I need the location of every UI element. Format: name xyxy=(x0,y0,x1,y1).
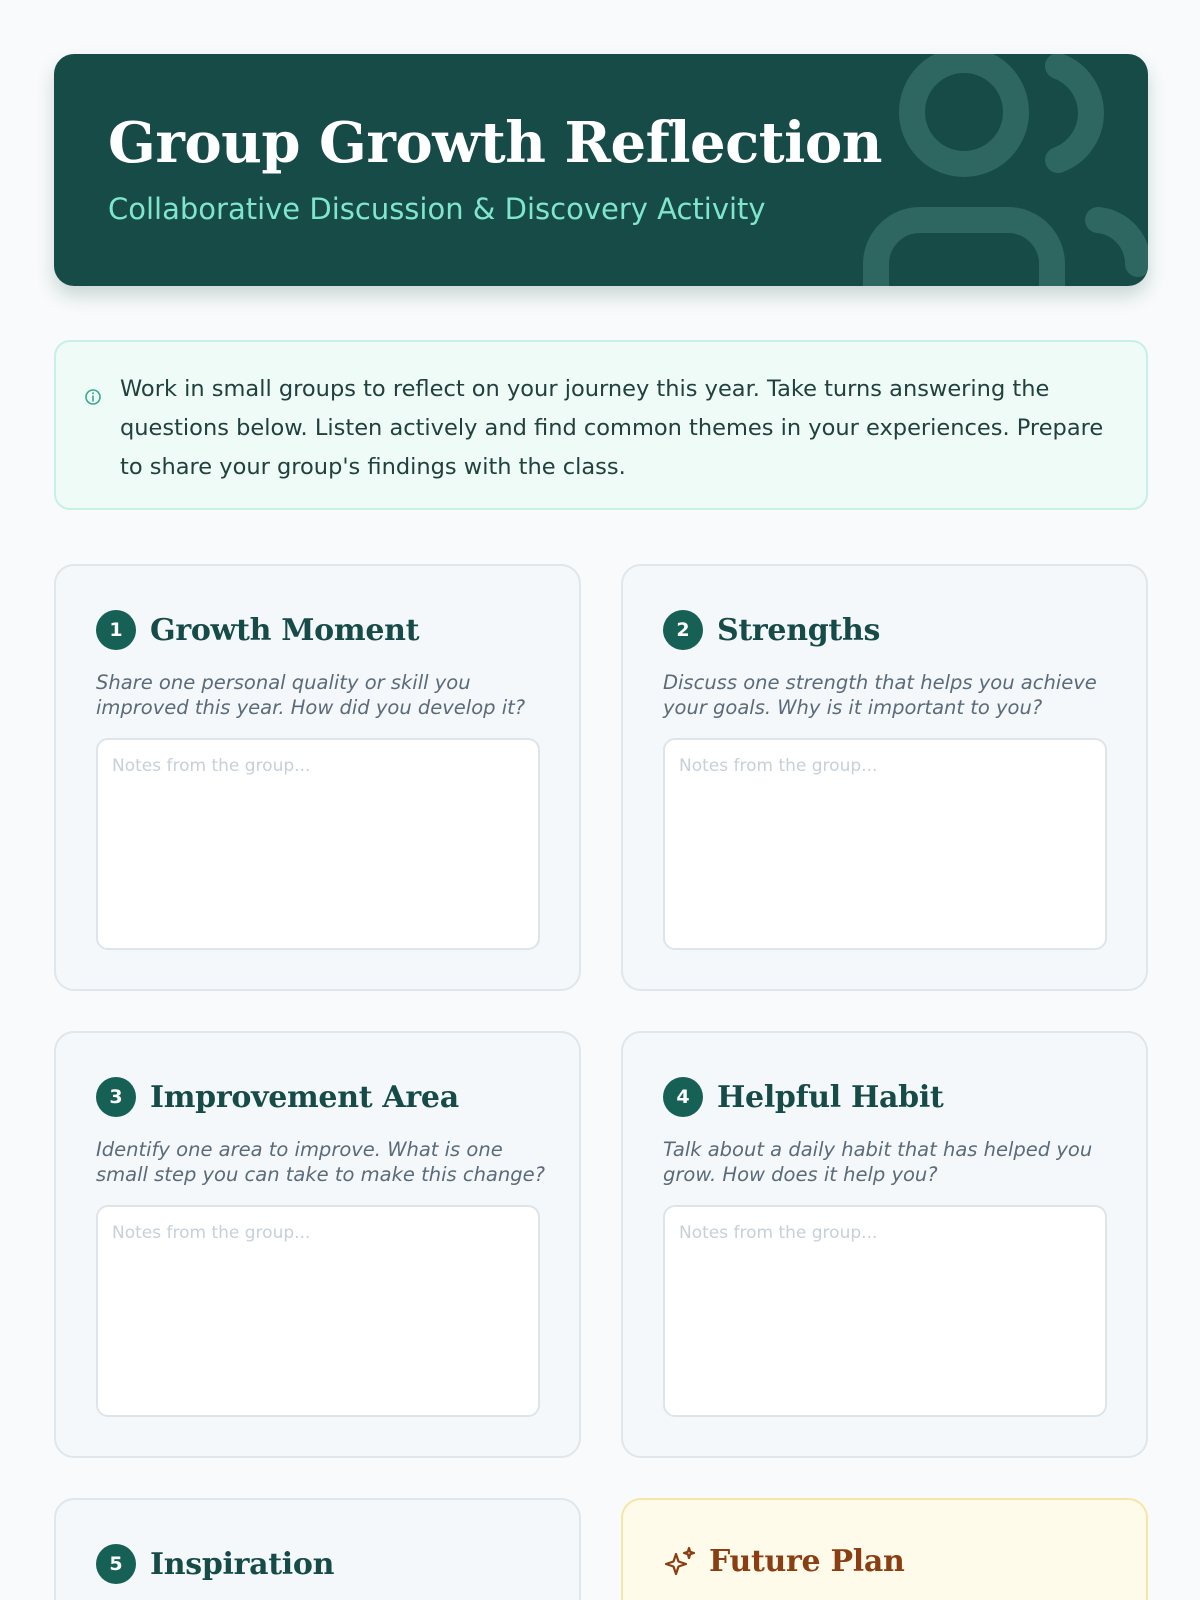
notes-textarea[interactable] xyxy=(96,1205,540,1417)
question-card-inspiration xyxy=(54,1498,581,1600)
notes-textarea[interactable] xyxy=(663,1205,1107,1417)
card-header xyxy=(663,1544,905,1579)
card-title: Helpful Habit xyxy=(717,1079,944,1115)
users-icon xyxy=(858,54,1148,286)
question-card-growth-moment xyxy=(54,564,581,991)
header-banner xyxy=(54,54,1148,286)
number-badge: 4 xyxy=(663,1077,703,1117)
card-header xyxy=(96,1544,334,1584)
instructions-text: Work in small groups to reflect on your journey this year. Take turns answering the questions below. Listen actively and find common themes in your experiences. Prepare to share your group's findings with the class. xyxy=(120,376,1104,480)
card-prompt: Share one personal quality or skill you improved this year. How did you develop it? xyxy=(96,671,526,719)
card-title: Future Plan xyxy=(709,1544,905,1579)
info-icon xyxy=(84,388,102,406)
card-prompt: Talk about a daily habit that has helped you grow. How does it help you? xyxy=(663,1138,1093,1186)
instructions-box xyxy=(54,340,1148,510)
notes-textarea[interactable] xyxy=(663,738,1107,950)
card-title: Growth Moment xyxy=(150,612,420,648)
card-prompt: Identify one area to improve. What is one small step you can take to make this change? xyxy=(96,1138,545,1186)
card-title: Inspiration xyxy=(150,1546,335,1582)
question-card-strengths xyxy=(621,564,1148,991)
sparkles-icon xyxy=(663,1545,697,1579)
question-card-improvement-area xyxy=(54,1031,581,1458)
card-header xyxy=(663,610,880,650)
future-plan-card xyxy=(621,1498,1148,1600)
question-grid xyxy=(54,564,1148,1600)
page-subtitle: Collaborative Discussion & Discovery Activity xyxy=(108,192,766,226)
worksheet-page xyxy=(54,54,1148,1600)
number-badge: 5 xyxy=(96,1544,136,1584)
card-title: Improvement Area xyxy=(150,1079,459,1115)
card-header xyxy=(663,1077,943,1117)
page-title: Group Growth Reflection xyxy=(108,110,882,176)
number-badge: 3 xyxy=(96,1077,136,1117)
card-prompt: Discuss one strength that helps you achieve your goals. Why is it important to you? xyxy=(663,671,1097,719)
question-card-helpful-habit xyxy=(621,1031,1148,1458)
card-header xyxy=(96,1077,459,1117)
notes-textarea[interactable] xyxy=(96,738,540,950)
card-header xyxy=(96,610,419,650)
card-title: Strengths xyxy=(717,612,881,648)
number-badge: 2 xyxy=(663,610,703,650)
number-badge: 1 xyxy=(96,610,136,650)
